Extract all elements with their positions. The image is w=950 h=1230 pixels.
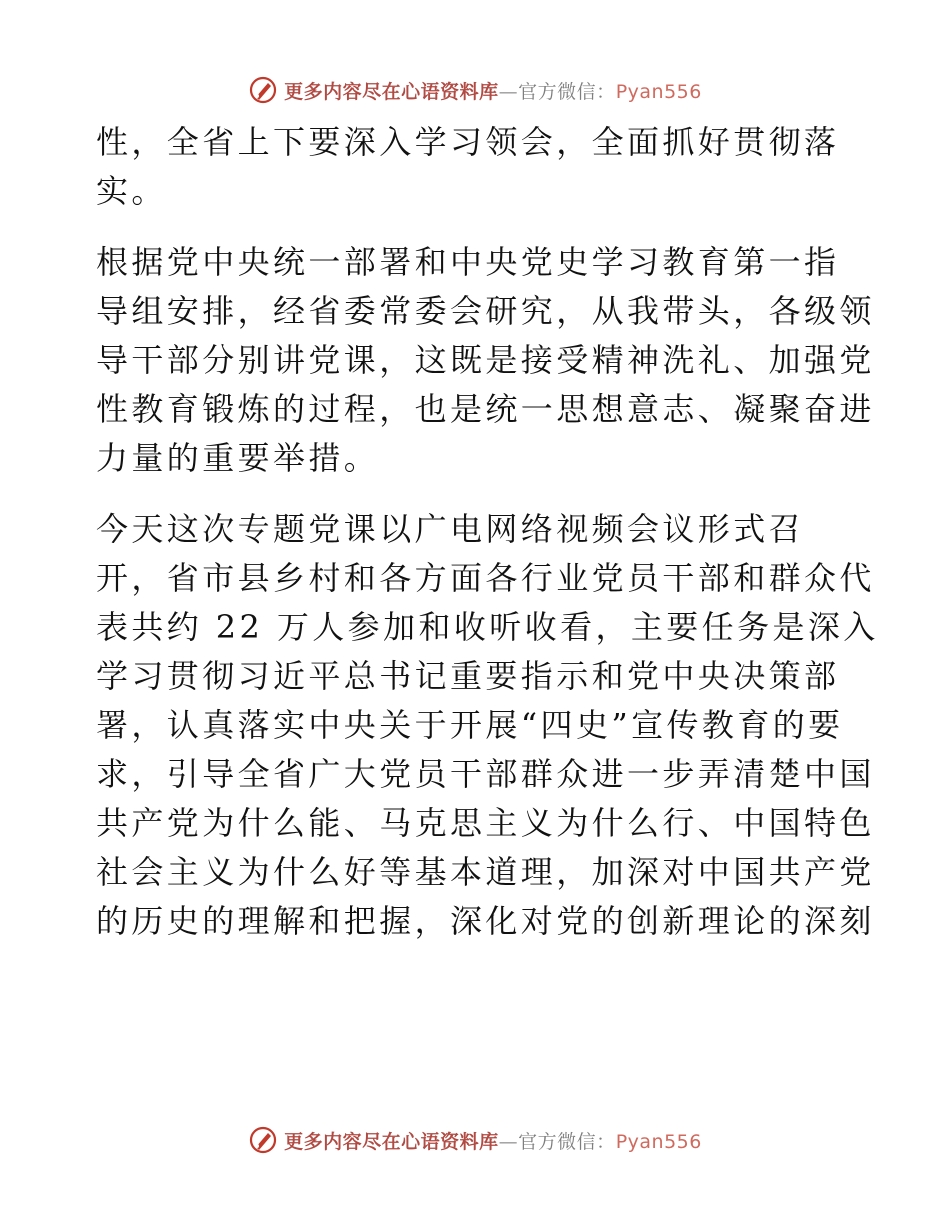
footer-watermark	[0, 1122, 950, 1158]
watermark-wechat-id: Pyan556	[615, 1130, 702, 1153]
watermark-sub-text: 官方微信：	[518, 1130, 616, 1153]
document-body	[96, 118, 879, 946]
watermark-dash: —	[498, 1130, 519, 1153]
watermark-text	[284, 1127, 702, 1154]
text-line: 力量的重要举措。	[96, 439, 380, 477]
red-pen-logo-icon	[248, 1125, 278, 1155]
red-pen-logo-icon	[248, 75, 278, 105]
watermark-main-text: 更多内容尽在心语资料库	[284, 1130, 499, 1153]
text-line: 学习贯彻习近平总书记重要指示和党中央决策部	[96, 657, 840, 695]
paragraph-1	[96, 118, 856, 216]
paragraph-2	[96, 238, 875, 483]
text-line: 求，引导全省广大党员干部群众进一步弄清楚中国	[96, 755, 875, 793]
watermark-wechat-id: Pyan556	[615, 80, 702, 103]
watermark-text	[284, 77, 702, 104]
text-line: 表共约 22 万人参加和收听收看，主要任务是深入	[96, 608, 879, 646]
text-line: 性，全省上下要深入学习领会，全面抓好贯彻落	[96, 123, 840, 161]
watermark-sub-text: 官方微信：	[518, 80, 616, 103]
paragraph-3	[96, 505, 879, 946]
text-line: 导组安排，经省委常委会研究，从我带头，各级领	[96, 292, 875, 330]
text-line: 开，省市县乡村和各方面各行业党员干部和群众代	[96, 559, 875, 597]
text-line: 社会主义为什么好等基本道理，加深对中国共产党	[96, 853, 875, 891]
header-watermark	[0, 72, 950, 108]
text-line: 共产党为什么能、马克思主义为什么行、中国特色	[96, 804, 875, 842]
text-line: 署，认真落实中央关于开展“四史”宣传教育的要	[96, 706, 844, 744]
text-line: 性教育锻炼的过程，也是统一思想意志、凝聚奋进	[96, 390, 875, 428]
watermark-dash: —	[498, 80, 519, 103]
text-line: 根据党中央统一部署和中央党史学习教育第一指	[96, 243, 840, 281]
text-line: 的历史的理解和把握，深化对党的创新理论的深刻	[96, 902, 875, 940]
text-line: 导干部分别讲党课，这既是接受精神洗礼、加强党	[96, 341, 875, 379]
watermark-main-text: 更多内容尽在心语资料库	[284, 80, 499, 103]
text-line: 实。	[96, 172, 167, 210]
text-line: 今天这次专题党课以广电网络视频会议形式召	[96, 510, 805, 548]
